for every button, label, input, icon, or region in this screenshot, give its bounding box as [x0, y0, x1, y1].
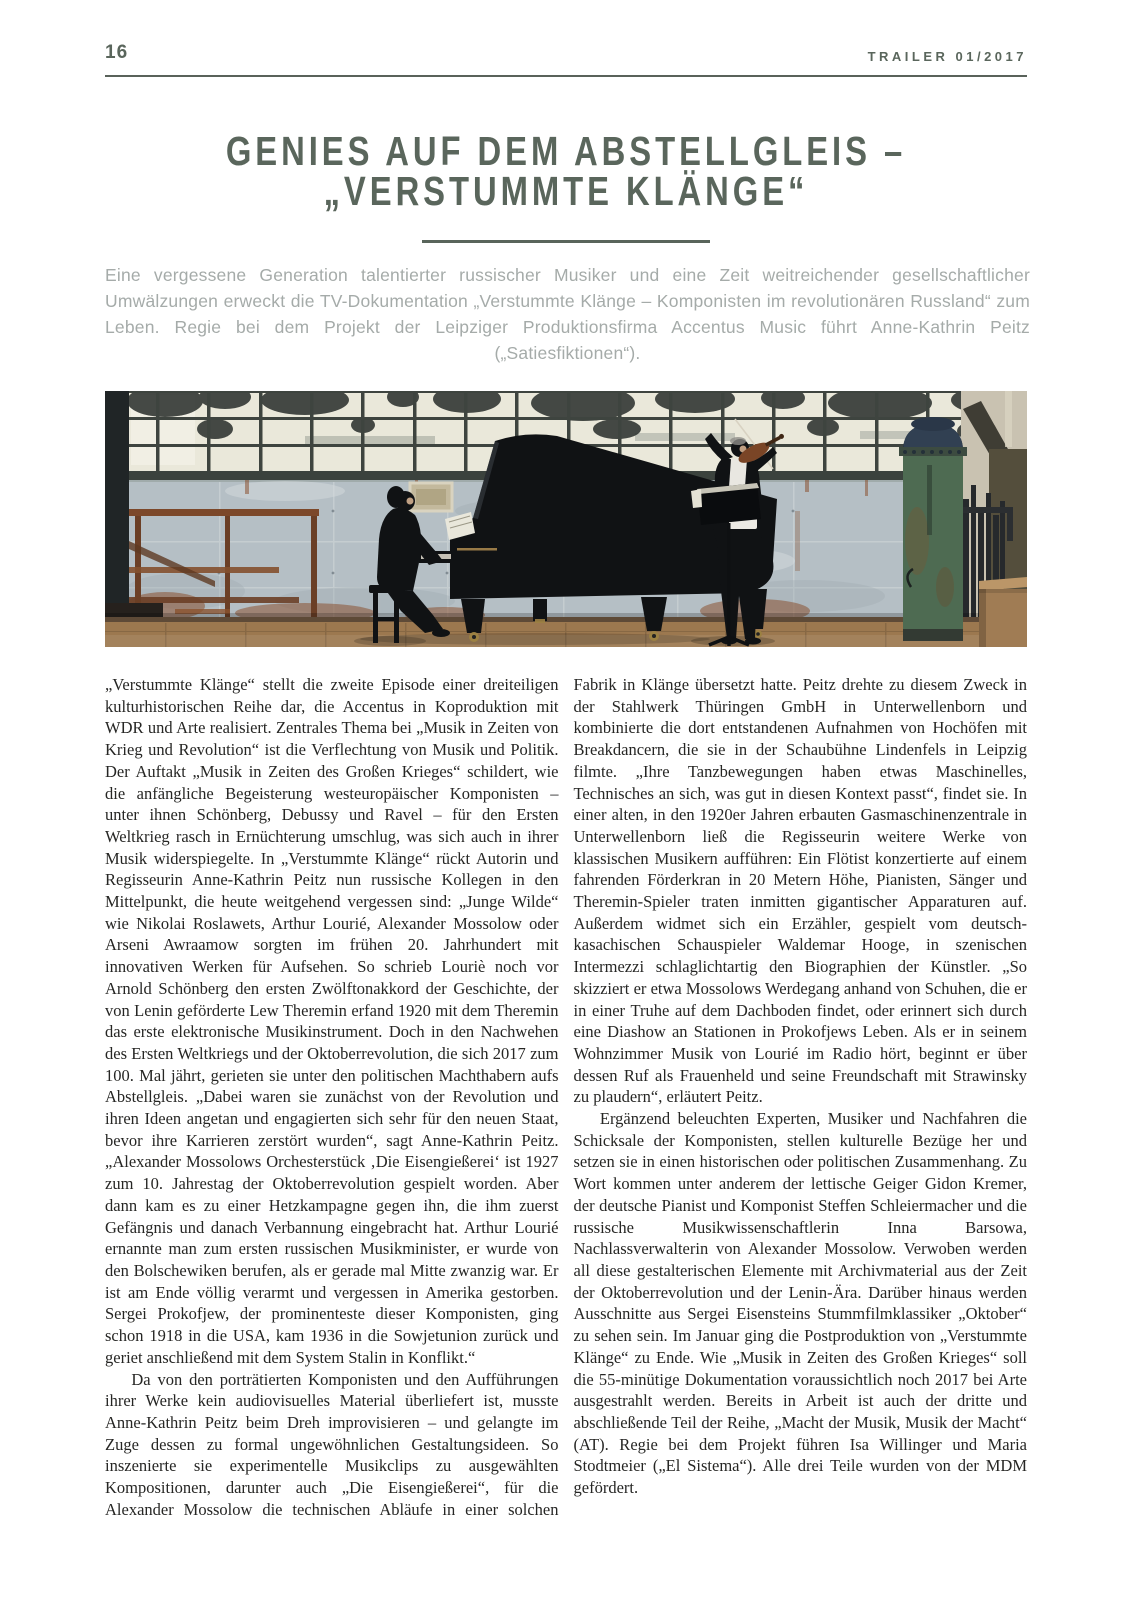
- running-head: [105, 0, 1027, 77]
- article-title-line-2: „VERSTUMMTE KLÄNGE“: [323, 168, 809, 214]
- green-column: [899, 417, 967, 641]
- body-paragraph: Ergänzend beleuchten Experten, Musiker und Nachfahren die Schicksale der Komponisten, stellen kulturelle Bezüge her und setzen sie in einen historischen oder politischen Zusammenhang. Zu Wort kommen unter anderem der lettische Geiger Gidon Kremer, der deutsche Pianist und Komponist Steffen Schleiermacher und die russische Musikwissenschaftlerin Inna Barsowa, Nachlassverwalterin von Alexander Mossolow. Verwoben werden all diese gestalterischen Elemente mit Archivmaterial aus der Zeit der Oktoberrevolution und der Lenin-Ära. Darüber hinaus werden Ausschnitte aus Sergei Eisensteins Stummfilmklassiker „Oktober“ zu sehen sein. Im Januar ging die Postproduktion von „Verstummte Klänge“ zu Ende. Wie „Musik in Zeiten des Großen Krieges“ soll die 55-minütige Dokumentation voraussichtlich noch 2017 bei Arte ausgestrahlt werden. Bereits in Arbeit ist auch der dritte und abschließende Teil der Reihe, „Macht der Musik, Musik der Macht“ (AT). Regie bei dem Projekt führen Isa Willinger und Maria Stodtmeier („El Sistema“). Alle drei Teile wurden von der MDM gefördert.: [573, 1109, 1027, 1498]
- pianist-face: [407, 498, 414, 505]
- gold-logo: [457, 548, 497, 551]
- article-body: [105, 674, 1027, 1520]
- stool-shadow: [354, 636, 426, 646]
- article-title-line-1: GENIES AUF DEM ABSTELLGLEIS –: [225, 128, 907, 174]
- title-divider: [422, 240, 710, 243]
- article-photo: [105, 391, 1027, 647]
- article-title: [197, 128, 935, 214]
- standfirst: Eine vergessene Generation talentierter russischer Musiker und eine Zeit weitreichender gesellschaftlicher Umwälzungen erweckt die TV-Dokumentation „Verstummte Klänge – Komponisten im revolutionären Russland“ zum Leben. Regie bei dem Projekt der Leipziger Produktionsfirma Accentus Music führt Anne-Kathrin Peitz („Satiesfiktionen“).: [105, 265, 1030, 363]
- window-sign: [635, 433, 735, 441]
- body-paragraph: „Verstummte Klänge“ stellt die zweite Episode einer dreiteiligen kulturhistorischen Reihe dar, die Accentus in Koproduktion mit WDR und Arte realisiert. Zentrales Thema bei „Musik in Zeiten von Krieg und Revolution“ ist die Verflechtung von Musik und Politik. Der Auftakt „Musik in Zeiten des Großen Krieges“ schildert, wie die anfängliche Begeisterung westeuropäischer Komponisten – unter ihnen Schönberg, Debussy und Ravel – für den Ersten Weltkrieg rasch in Ernüchterung umschlug, was sich auch in ihrer Musik widerspiegelte. In „Verstummte Klänge“ rückt Autorin und Regisseurin Anne-Kathrin Peitz nun russische Kollegen in den Mittelpunkt, die heute weitgehend vergessen sind: „Junge Wilde“ wie Nikolai Roslawets, Arthur Lourié, Alexander Mossolow oder Arseni Awraamow sorgten im frühen 20. Jahrhundert mit innovativen Werken für Aufsehen. So schrieb Louriè noch vor Arnold Schönberg den ersten Zwölftonakkord der Geschichte, der von Lenin geförderte Lew Theremin erfand 1920 mit dem Theremin das erste elektronische Musikinstrument. Doch in den Nachwehen des Ersten Weltkriegs und der Oktoberrevolution, die sich 2017 zum 100. Mal jährt, gerieten sie unter den politischen Machthabern aufs Abstellgleis. „Dabei waren sie zunächst von der Revolution und ihren Ideen angetan und engagierten sich sehr für den neuen Staat, bevor ihre Karrieren zerstört wurden“, sagt Anne-Kathrin Peitz. „Alexander Mossolows Orchesterstück ‚Die Eisengießerei‘ ist 1927 zum 10. Jahrestag der Oktoberrevolution gespielt worden. Aber dann kam es zu einer Hetzkampagne gegen ihn, die ihm zuerst Gefängnis und danach Verbannung eingebracht hat. Arthur Lourié ernannte man zum ersten russischen Musikminister, er wurde von den Bolschewiken berufen, als er gerade mal Mitte zwanzig war. Er ist am Ende völlig verarmt und vergessen in Amerika gestorben. Sergei Prokofjew, der prominenteste dieser Komponisten, ging schon 1918 in die USA, kam 1936 in die Sowjetunion zurück und geriet anschließend mit dem System Stalin in Konflikt.“: [105, 675, 559, 1367]
- journal-title: TRAILER 01/2017: [867, 49, 1027, 64]
- page-number: 16: [105, 42, 129, 63]
- body-paragraph: Da von den porträtierten Komponisten und den Aufführungen ihrer Werke kein audiovisuelles Material überliefert ist, musste Anne-Kathrin Peitz beim Dreh improvisieren – und gelangte im Zuge dessen zu formal ungewöhnlichen Gestaltungsideen. So inszenierte sie experimentelle Musikclips zu ausgewählten Kompositionen, darunter auch „Die Eisengießerei“, für die Alexander Mossolow die technischen Abläufe in einer solchen Fabrik in Klänge übersetzt hatte. Peitz drehte zu diesem Zweck in der Stahlwerk Thüringen GmbH in Unterwellenborn und kombinierte die dort entstandenen Aufnahmen von Hochöfen mit Breakdancern, die sie in der Schaubühne Lindenfels in Leipzig filmte. „Ihre Tanzbewegungen haben etwas Maschinelles, Technisches an sich, was gut in diesen Kontext passt“, findet sie. In einer alten, in den 1920er Jahren erbauten Gasmaschinenzentrale in Unterwellenborn ließ die Regisseurin weitere Werke von klassischen Musikern aufführen: Ein Flötist konzertierte auf einem fahrenden Förderkran in 20 Metern Höhe, Pianisten, Sänger und Theremin-Spieler traten inmitten gigantischer Apparaturen auf. Außerdem widmet sich ein Erzähler, gespielt vom deutsch-kasachischen Schauspieler Waldemar Hooge, in szenischen Intermezzi schlaglichtartig den Biographien der Künstler. „So skizziert er etwa Mossolows Werdegang anhand von Schuhen, die er in einer Truhe auf dem Dachboden findet, oder erinnert sich durch eine Diashow an Stationen in Prokofjews Leben. Als er in seinem Wohnzimmer Musik von Lourié im Radio hört, beginnt er über dessen Ruf als Frauenheld und seine Freundschaft mit Strawinsky zu plaudern“, erläutert Peitz.: [105, 675, 1027, 1519]
- wooden-crate: [979, 577, 1027, 647]
- wall-frame: [410, 483, 452, 511]
- industrial-hall-photo: [105, 391, 1027, 647]
